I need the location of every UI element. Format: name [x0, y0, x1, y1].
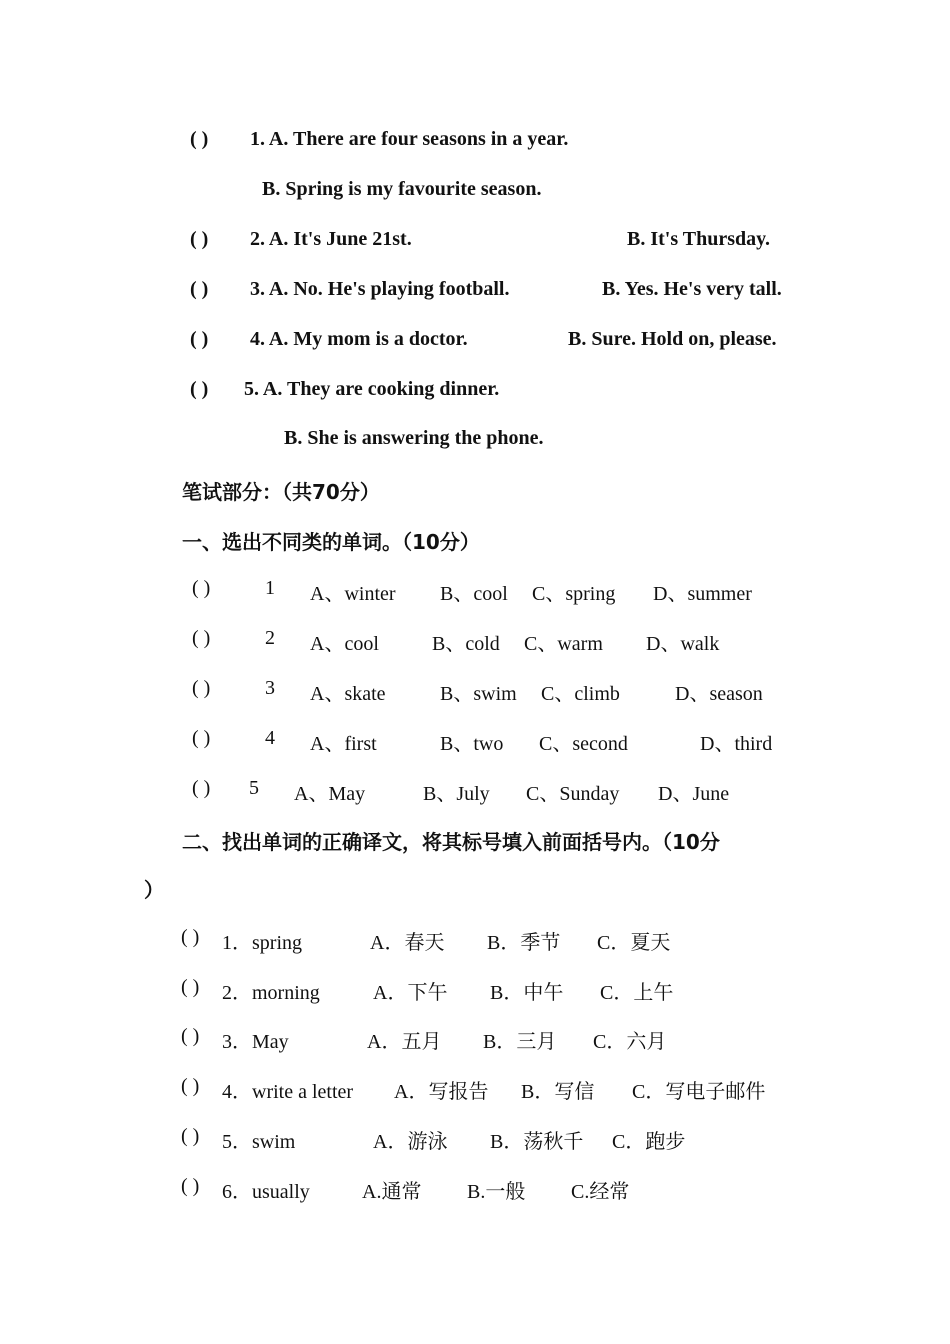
answer-paren: ( )	[190, 328, 209, 350]
word: 5．swim	[222, 1131, 296, 1153]
option-a: 2. A. It's June 21st.	[250, 228, 412, 250]
option-b: B.一般	[467, 1181, 526, 1203]
option-b: B．中午	[490, 982, 564, 1004]
option-a: 3. A. No. He's playing football.	[250, 278, 510, 300]
option-a: A、cool	[310, 633, 379, 655]
option-c: C、climb	[541, 683, 620, 705]
option-a: A．下午	[373, 982, 448, 1004]
answer-paren: ( )	[181, 976, 200, 998]
option-b: B、two	[440, 733, 504, 755]
option-a: A．五月	[367, 1031, 442, 1053]
option-b: B、swim	[440, 683, 517, 705]
option-b: B、cold	[432, 633, 500, 655]
word: 2．morning	[222, 982, 320, 1004]
option-c: C、second	[539, 733, 628, 755]
section1-title: 一、选出不同类的单词。（10分）	[182, 530, 480, 554]
answer-paren: ( )	[190, 278, 209, 300]
option-d: D、walk	[646, 633, 720, 655]
option-b: B．季节	[487, 932, 561, 954]
option-c: C．六月	[593, 1031, 667, 1053]
option-b: B、cool	[440, 583, 508, 605]
option-a: A、first	[310, 733, 377, 755]
answer-paren: ( )	[190, 228, 209, 250]
option-b: B、July	[423, 783, 490, 805]
option-a: A、May	[294, 783, 366, 805]
option-b: B．写信	[521, 1081, 595, 1103]
word: 4．write a letter	[222, 1081, 354, 1103]
answer-paren: ( )	[181, 1025, 200, 1047]
option-a: A．游泳	[373, 1131, 448, 1153]
option-d: D、June	[658, 783, 730, 805]
option-a: A．写报告	[394, 1081, 489, 1103]
option-c: C．写电子邮件	[632, 1081, 766, 1103]
option-c: C、warm	[524, 633, 603, 655]
item-number: 3	[265, 677, 275, 699]
option-a: A、winter	[310, 583, 396, 605]
section2-title-tail: ）	[144, 878, 164, 902]
answer-paren: ( )	[190, 128, 209, 150]
option-b: B．三月	[483, 1031, 557, 1053]
answer-paren: ( )	[192, 627, 211, 649]
word: 3．May	[222, 1031, 289, 1053]
option-c: C、spring	[532, 583, 616, 605]
section2-title: 二、找出单词的正确译文，将其标号填入前面括号内。（10分	[182, 830, 720, 854]
word: 6．usually	[222, 1181, 310, 1203]
option-b: B. Spring is my favourite season.	[262, 178, 542, 200]
option-c: C．跑步	[612, 1131, 686, 1153]
answer-paren: ( )	[181, 1075, 200, 1097]
option-c: C、Sunday	[526, 783, 620, 805]
option-c: C．上午	[600, 982, 674, 1004]
item-number: 5	[249, 777, 259, 799]
option-d: D、summer	[653, 583, 752, 605]
answer-paren: ( )	[192, 777, 211, 799]
option-d: D、third	[700, 733, 773, 755]
option-b: B. It's Thursday.	[627, 228, 771, 250]
option-a: A、skate	[310, 683, 386, 705]
option-c: C．夏天	[597, 932, 671, 954]
answer-paren: ( )	[192, 577, 211, 599]
answer-paren: ( )	[190, 378, 209, 400]
item-number: 2	[265, 627, 275, 649]
option-c: C.经常	[571, 1181, 630, 1203]
option-b: B．荡秋千	[490, 1131, 584, 1153]
answer-paren: ( )	[192, 677, 211, 699]
option-a: 1. A. There are four seasons in a year.	[250, 128, 569, 150]
option-a: A.通常	[362, 1181, 422, 1203]
option-b: B. She is answering the phone.	[284, 427, 544, 449]
option-b: B. Sure. Hold on, please.	[568, 328, 777, 350]
item-number: 1	[265, 577, 275, 599]
answer-paren: ( )	[181, 1175, 200, 1197]
option-a: 5. A. They are cooking dinner.	[244, 378, 500, 400]
answer-paren: ( )	[181, 926, 200, 948]
option-d: D、season	[675, 683, 763, 705]
option-b: B. Yes. He's very tall.	[602, 278, 782, 300]
option-a: 4. A. My mom is a doctor.	[250, 328, 468, 350]
answer-paren: ( )	[192, 727, 211, 749]
answer-paren: ( )	[181, 1125, 200, 1147]
word: 1．spring	[222, 932, 302, 954]
item-number: 4	[265, 727, 275, 749]
written-section-header: 笔试部分：（共70分）	[182, 480, 380, 504]
option-a: A．春天	[370, 932, 445, 954]
